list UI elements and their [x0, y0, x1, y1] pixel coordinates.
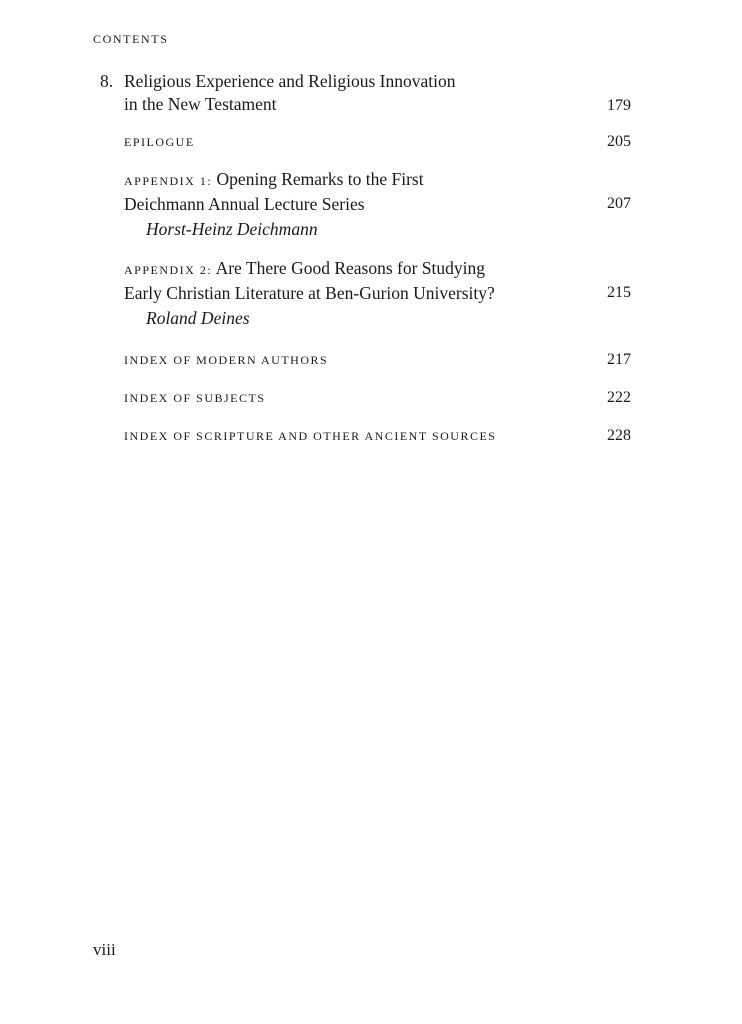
toc-entry-index-subjects: [93, 388, 631, 408]
appendix-label: APPENDIX 1:: [124, 174, 213, 188]
toc-entry-index-scripture: [93, 426, 631, 446]
page-number: 207: [607, 195, 631, 212]
page-folio: viii: [93, 940, 116, 959]
running-head: CONTENTS: [93, 32, 169, 46]
index-label: INDEX OF MODERN AUTHORS: [124, 353, 329, 367]
table-of-contents: [93, 70, 631, 446]
chapter-title-line-2: in the New Testament: [124, 94, 277, 114]
appendix-author: Roland Deines: [146, 308, 250, 328]
page-number: 222: [607, 389, 631, 406]
appendix-author: Horst-Heinz Deichmann: [146, 219, 318, 239]
page-number: 217: [607, 351, 631, 368]
page-number: 205: [607, 133, 631, 150]
appendix-title-line-2: Early Christian Literature at Ben-Gurion University?: [124, 283, 495, 303]
page-number: 215: [607, 284, 631, 301]
toc-entry-epilogue: [93, 132, 631, 152]
toc-entry-appendix-2: [93, 257, 631, 330]
epilogue-label: EPILOGUE: [124, 135, 195, 149]
appendix-title-line-2: Deichmann Annual Lecture Series: [124, 194, 365, 214]
toc-entry-appendix-1: [93, 168, 631, 241]
index-label: INDEX OF SUBJECTS: [124, 391, 266, 405]
appendix-title-line-1: Opening Remarks to the First: [216, 169, 424, 189]
toc-entry-index-modern-authors: [93, 350, 631, 370]
toc-entry-chapter-8: [93, 70, 631, 116]
chapter-title-line-1: Religious Experience and Religious Innovation: [124, 71, 456, 91]
index-label: INDEX OF SCRIPTURE AND OTHER ANCIENT SOURCES: [124, 429, 497, 443]
page-number: 228: [607, 427, 631, 444]
appendix-title-line-1: Are There Good Reasons for Studying: [215, 258, 486, 278]
page-number: 179: [607, 97, 631, 114]
appendix-label: APPENDIX 2:: [124, 263, 213, 277]
chapter-number: 8.: [100, 71, 114, 91]
